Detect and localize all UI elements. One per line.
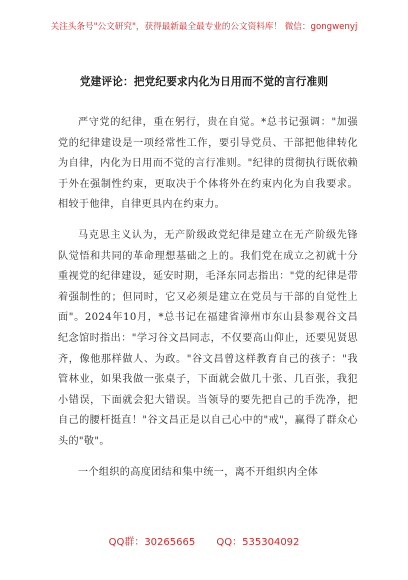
document-body: [58, 113, 358, 493]
header-promo-note: 关注头条号"公文研究"，获得最新最全最专业的公文资料库！ 微信：gongwenyj: [50, 22, 358, 32]
page-title: 党建评论：把党纪要求内化为日用而不觉的言行准则: [79, 76, 329, 88]
footer-contact: [0, 533, 408, 548]
paragraph-3: 一个组织的高度团结和集中统一，离不开组织内全体: [78, 466, 319, 478]
paragraph-2: 马克思主义认为，无产阶级政党纪律是建立在无产阶级先锋队觉悟和共同的革命理想基础之上的。我们党在成立之初就十分重视党的纪律建设，延安时期，毛泽东同志指出："党的纪律是带着强制性的；但同时，它又必须是建立在党员与干部的自觉性上面"。2024年10月，*总书记在福建省漳州市东山县参观谷文昌纪念馆时指出："学习谷文昌同志，不仅要高山仰止，还要见贤思齐，像他那样做人、为政。"谷文昌曾这样教育自己的孩子："我管林业，如果我做一张桌子，下面就会做几十张、几百张，我犯小错误，下面就会犯大错误。当领导的要先把自己的手洗净，把自己的腰杆挺直！"谷文昌正是以自己心中的"戒"，赢得了群众心头的"敬"。: [58, 229, 358, 447]
qq-number: QQ：535304092: [216, 537, 300, 548]
qq-group-number: QQ群：30265665: [108, 537, 196, 548]
paragraph-1: 严守党的纪律，重在躬行，贵在自觉。*总书记强调："加强党的纪律建设是一项经常性工作，要引导党员、干部把他律转化为自律，内化为日用而不觉的言行准则。"纪律的贯彻执行既依赖于外在强制性约束，更取决于个体将外在约束内化为自我要求。相较于他律，自律更具内在约束力。: [58, 117, 358, 211]
